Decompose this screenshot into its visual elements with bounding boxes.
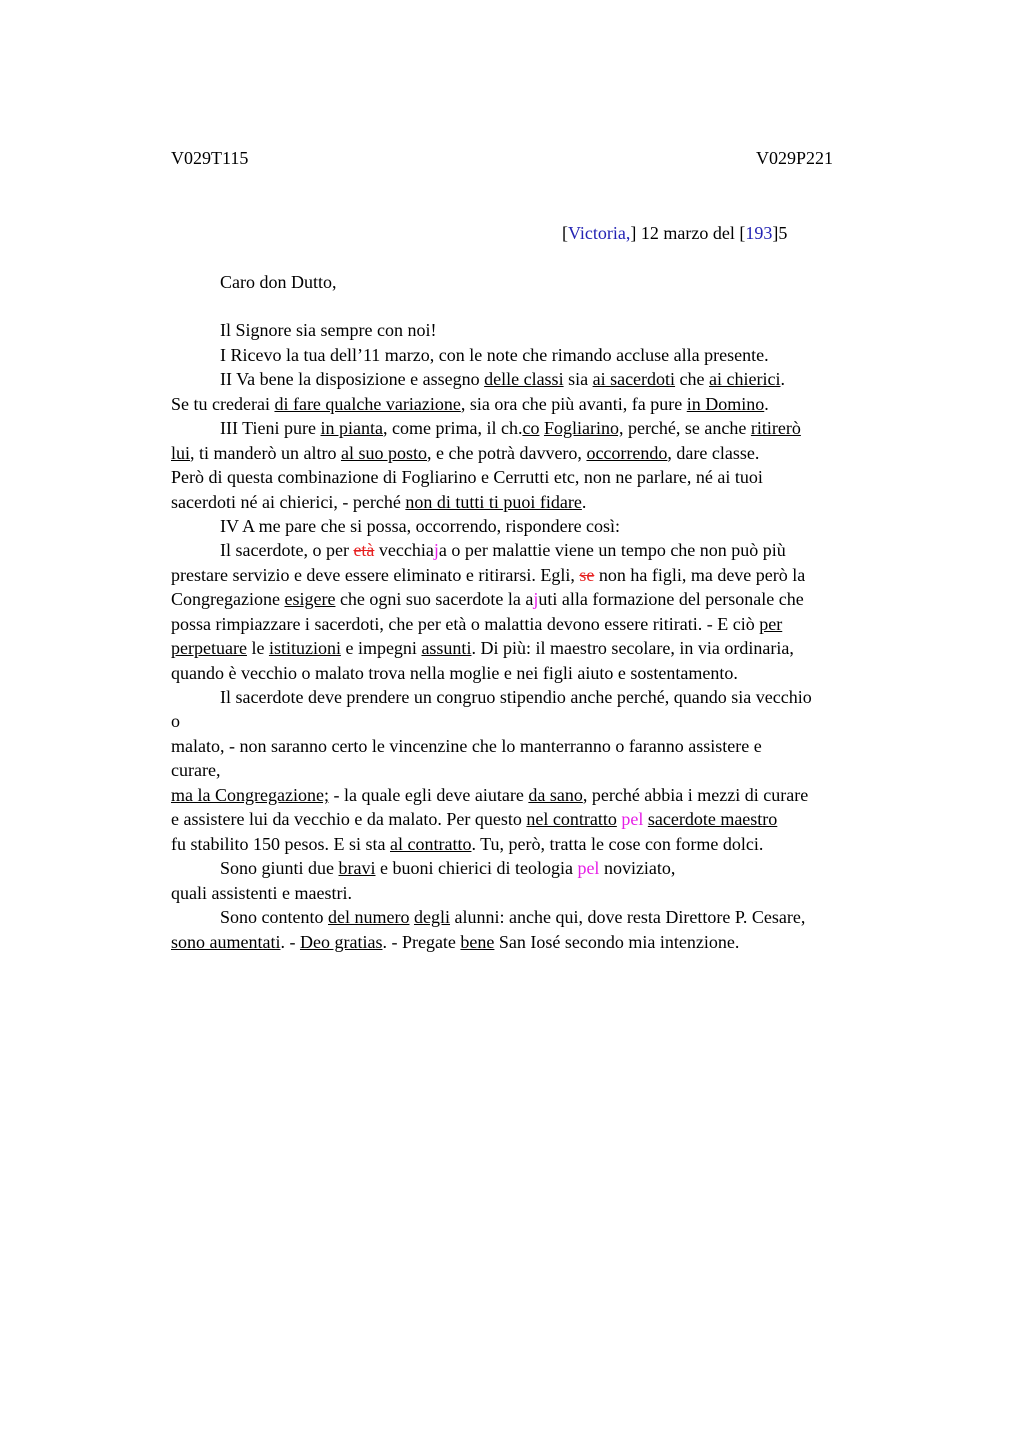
underlined-text: di fare qualche variazione xyxy=(274,394,461,414)
underlined-text: assunti xyxy=(421,638,472,658)
underlined-text: bravi xyxy=(338,858,376,878)
text-segment: Il sacerdote, o per xyxy=(220,540,354,560)
text-segment: noviziato, xyxy=(599,858,676,878)
text-segment: , come prima, il ch. xyxy=(382,418,523,438)
letter-line xyxy=(171,930,739,954)
text-segment: , e che potrà davvero, xyxy=(427,443,587,463)
dateline xyxy=(562,221,787,245)
underlined-text: lui xyxy=(171,443,191,463)
letter-line xyxy=(220,905,805,929)
text-segment: alunni: anche qui, dove resta Direttore P. Cesare, xyxy=(449,907,806,927)
text-segment: possa rimpiazzare i sacerdoti, che per età o malattia devono essere ritirati. - E ciò xyxy=(171,614,760,634)
text-segment: a o per malattie viene un tempo che non può più xyxy=(438,540,786,560)
text-segment: II Va bene la disposizione e assegno xyxy=(220,369,485,389)
underlined-text: esigere xyxy=(284,589,336,609)
text-segment: che xyxy=(675,369,710,389)
text-segment: I Ricevo la tua dell’11 marzo, con le note che rimando accluse alla presente. xyxy=(220,345,769,365)
underlined-text: sono aumentati xyxy=(171,932,281,952)
struck-text: se xyxy=(579,565,595,585)
letter-line xyxy=(171,832,763,856)
text-segment: Però di questa combinazione di Fogliarino e Cerrutti etc, non ne parlare, né ai tuoi xyxy=(171,467,763,487)
underlined-text: ai sacerdoti xyxy=(592,369,676,389)
letter-line xyxy=(171,587,804,611)
letter-line xyxy=(220,856,675,880)
letter-line xyxy=(220,416,801,440)
underlined-text: delle classi xyxy=(484,369,564,389)
text-segment: uti alla formazione del personale che xyxy=(538,589,804,609)
text-segment: Sono giunti due xyxy=(220,858,339,878)
editorial-correction: pel xyxy=(577,858,600,878)
text-segment: vecchia xyxy=(374,540,434,560)
underlined-text: da sano xyxy=(528,785,583,805)
letter-line xyxy=(171,758,220,782)
letter-line xyxy=(220,318,436,342)
letter-line xyxy=(171,441,759,465)
text-segment: , ti manderò un altro xyxy=(190,443,341,463)
text-segment: che ogni suo sacerdote la a xyxy=(335,589,534,609)
text-segment: . xyxy=(581,492,587,512)
letter-line xyxy=(220,538,786,562)
text-segment: e impegni xyxy=(340,638,422,658)
text-segment: fu stabilito 150 pesos. E si sta xyxy=(171,834,390,854)
underlined-text: nel contratto xyxy=(526,809,617,829)
text-segment: non ha figli, ma deve però la xyxy=(594,565,806,585)
letter-line xyxy=(171,783,808,807)
text-segment: sia xyxy=(563,369,593,389)
underlined-text: non di tutti ti puoi fidare xyxy=(405,492,582,512)
underlined-text: per xyxy=(759,614,783,634)
text-segment: . - xyxy=(280,932,300,952)
letter-line xyxy=(171,881,352,905)
text-segment: Il sacerdote deve prendere un congruo stipendio anche perché, quando sia vecchio xyxy=(220,687,812,707)
letter-line xyxy=(171,807,777,831)
text-segment: - la quale egli deve aiutare xyxy=(328,785,529,805)
letter-line xyxy=(171,612,782,636)
document-code-left: V029T115 xyxy=(171,148,249,168)
letter-line xyxy=(171,709,180,733)
document-code-right: V029P221 xyxy=(756,148,834,168)
text-segment: Il Signore sia sempre con noi! xyxy=(220,320,437,340)
editorial-correction: pel xyxy=(621,809,644,829)
editorial-correction: j xyxy=(533,589,539,609)
dateline-date: ] 12 marzo del [ xyxy=(630,223,746,243)
text-segment: , perché abbia i mezzi di curare xyxy=(582,785,809,805)
letter-line xyxy=(171,636,794,660)
salutation: Caro don Dutto, xyxy=(220,272,337,292)
text-segment: San Iosé secondo mia intenzione. xyxy=(494,932,740,952)
text-segment: , sia ora che più avanti, fa pure xyxy=(460,394,687,414)
underlined-text: degli xyxy=(413,907,450,927)
dateline-year: 193 xyxy=(745,223,773,243)
letter-line xyxy=(220,685,812,709)
underlined-text: bene xyxy=(460,932,495,952)
editorial-correction: j xyxy=(433,540,439,560)
text-segment: o xyxy=(171,711,180,731)
letter-line xyxy=(171,392,769,416)
text-segment: . - Pregate xyxy=(382,932,461,952)
text-segment: sacerdoti né ai chierici, - perché xyxy=(171,492,406,512)
text-segment: . Tu, però, tratta le cose con forme dolci. xyxy=(471,834,764,854)
underlined-text: al suo posto xyxy=(340,443,427,463)
text-segment: Se tu crederai xyxy=(171,394,275,414)
struck-text: età xyxy=(353,540,375,560)
underlined-text: occorrendo xyxy=(586,443,668,463)
letter-line xyxy=(220,367,785,391)
underlined-text: ritirerò xyxy=(750,418,801,438)
text-segment: IV A me pare che si possa, occorrendo, rispondere così: xyxy=(220,516,621,536)
underlined-text: ai chierici xyxy=(709,369,781,389)
underlined-text: Fogliarino, xyxy=(543,418,624,438)
text-segment: quando è vecchio o malato trova nella moglie e nei figli aiuto e sostentamento. xyxy=(171,663,738,683)
text-segment: , dare classe. xyxy=(667,443,760,463)
underlined-text: perpetuare xyxy=(171,638,247,658)
text-segment: Sono contento xyxy=(220,907,328,927)
text-segment: e buoni chierici di teologia xyxy=(375,858,578,878)
text-segment: curare, xyxy=(171,760,221,780)
letter-line xyxy=(171,465,763,489)
text-segment: malato, - non saranno certo le vincenzine che lo manterranno o faranno assistere e xyxy=(171,736,762,756)
underlined-text: sacerdote maestro xyxy=(647,809,778,829)
underlined-text: del numero xyxy=(328,907,410,927)
letter-line xyxy=(220,343,769,367)
text-segment: prestare servizio e deve essere eliminato e ritirarsi. Egli, xyxy=(171,565,580,585)
underlined-text: co xyxy=(522,418,540,438)
letter-line xyxy=(171,661,738,685)
dateline-bracket: [ xyxy=(562,223,568,243)
text-segment: e assistere lui da vecchio e da malato. Per questo xyxy=(171,809,527,829)
letter-line xyxy=(171,734,762,758)
underlined-text: al contratto xyxy=(390,834,472,854)
text-segment: le xyxy=(246,638,269,658)
underlined-text: in pianta xyxy=(320,418,383,438)
letter-line xyxy=(171,490,586,514)
text-segment: Congregazione xyxy=(171,589,285,609)
underlined-text: istituzioni xyxy=(268,638,341,658)
underlined-text: in Domino xyxy=(686,394,765,414)
underlined-text: ma la Congregazione; xyxy=(171,785,329,805)
dateline-place: Victoria, xyxy=(568,223,631,243)
text-segment: . Di più: il maestro secolare, in via ordinaria, xyxy=(471,638,794,658)
dateline-end: ]5 xyxy=(772,223,788,243)
text-segment: . xyxy=(780,369,785,389)
letter-line xyxy=(220,514,620,538)
text-segment: quali assistenti e maestri. xyxy=(171,883,352,903)
text-segment: III Tieni pure xyxy=(220,418,321,438)
text-segment: . xyxy=(764,394,769,414)
letter-line xyxy=(171,563,805,587)
underlined-text: Deo gratias xyxy=(299,932,383,952)
text-segment: perché, se anche xyxy=(623,418,751,438)
